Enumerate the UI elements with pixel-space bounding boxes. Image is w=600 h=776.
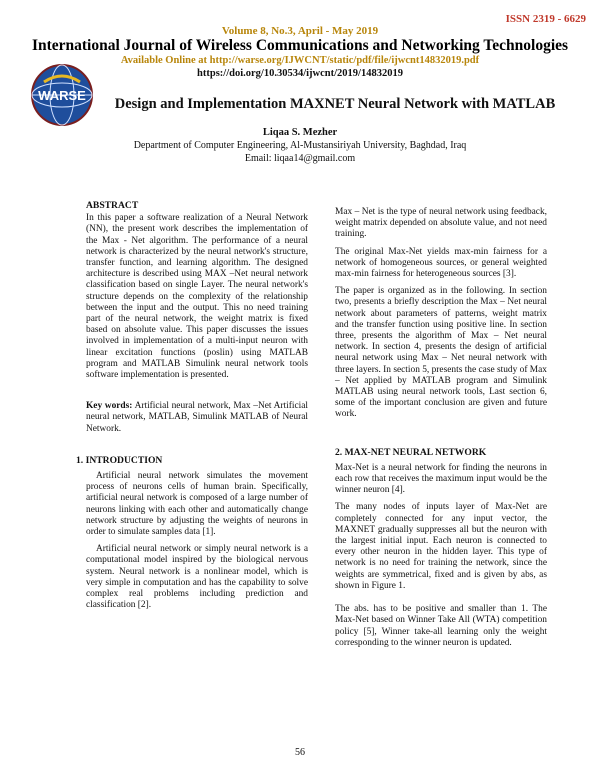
body-paragraph: The paper is organized as in the following. In section two, presents a briefly description the Max – Net neural network about parameters of patterns, weight matrix and the transfer function using positive line. In section three, presents the algorithm of Max – Net neural network. In section 4, presents the design of artificial neural network using Max – Net neural network with three layers. In section 5, presents the case study of Max – Net applied by MATLAB program and Simulink MATLAB using neural network tools, Last section 6, some of the important conclusion are given and future work. <box>335 286 547 420</box>
keywords <box>86 401 308 435</box>
keywords-text: Artificial neural network, Max –Net Artificial neural network, MATLAB, Simulink MATLAB of Neural Network. <box>86 401 308 434</box>
section-2-heading: 2. MAX-NET NEURAL NETWORK <box>335 446 487 458</box>
logo-text: WARSE <box>38 88 86 103</box>
author-name: Liqaa S. Mezher <box>262 127 338 138</box>
issn-label: ISSN 2319 - 6629 <box>505 13 586 25</box>
right-column <box>335 207 547 655</box>
body-paragraph: The original Max-Net yields max-min fairness for a network of homogeneous sources, or general weighted max-min fairness for heterogeneous sources [3]. <box>335 246 547 280</box>
body-paragraph: The many nodes of inputs layer of Max-Net are completely connected for any input vector, the MAXNET gradually suppresses all but the neuron with the largest initial input. Each neuron is connected to every other neuron in the hidden layer. This type of network is no need for training the network, since the weights are symmetrical, fixed and is given by abs, as shown in Figure 1. <box>335 502 547 591</box>
journal-name: International Journal of Wireless Communications and Networking Technologies <box>31 37 569 54</box>
body-paragraph: Max – Net is the type of neural network using feedback, weight matrix depended on absolute value, and not need training. <box>335 207 547 240</box>
volume-issue: Volume 8, No.3, April - May 2019 <box>221 25 379 37</box>
available-online-link[interactable]: Available Online at http://warse.org/IJWCNT/static/pdf/file/ijwcnt14832019.pdf <box>120 55 480 66</box>
paper-title: Design and Implementation MAXNET Neural Network with MATLAB <box>114 96 556 112</box>
introduction-paragraph: Artificial neural network simulates the movement process of neurons cells of human brain. Specifically, artificial neural network is composed of a large number of neurons linking with each other and automatically change network structure by adjusting the weights of neurons in order to simulate samples data [1]. <box>86 471 308 538</box>
warse-logo <box>26 62 98 128</box>
keywords-label: Key words: <box>86 401 133 412</box>
body-paragraph: The abs. has to be positive and smaller than 1. The Max-Net based on Winner Take All (WTA) competition policy [5], Winner take-all learning only the weight corresponding to the winner neuron is updated. <box>335 604 547 648</box>
left-column <box>76 200 308 618</box>
abstract-heading: ABSTRACT <box>86 200 139 211</box>
doi-link[interactable]: https://doi.org/10.30534/ijwcnt/2019/14832019 <box>197 68 403 79</box>
abstract-text: In this paper a software realization of a Neural Network (NN), the present work describes the implementation of the Max - Net algorithm. The performance of a neural network is characterized by the neural network's structure, transfer function, and learning algorithm. The designed architecture is described using MAX –Net neural network classification based on single Layer. The neural network's structure depends on the complexity of the relationship between the input and the output. This no need training part of the neural network, the weight matrix is fixed based on absolute value. This paper discusses the issues involved in implementation of a multi-input neuron with linear excitation functions (poslin) using MATLAB program and MATLAB Simulink neural network tools software implementation is presented. <box>86 213 308 381</box>
author-email: Email: liqaa14@gmail.com <box>244 153 356 164</box>
author-affiliation: Department of Computer Engineering, Al-Mustansiriyah University, Baghdad, Iraq <box>133 140 467 151</box>
page-number: 56 <box>295 747 305 758</box>
body-paragraph: Max-Net is a neural network for finding the neurons in each row that receives the maximum input would be the winner neuron [4]. <box>335 462 547 496</box>
introduction-heading: 1. INTRODUCTION <box>76 454 163 466</box>
introduction-paragraph: Artificial neural network or simply neural network is a computational model inspired by the biological nervous system. Neural network is a nonlinear model, which is very simple in computation and has the capability to solve complex real problems including prediction and classification [2]. <box>86 544 308 611</box>
